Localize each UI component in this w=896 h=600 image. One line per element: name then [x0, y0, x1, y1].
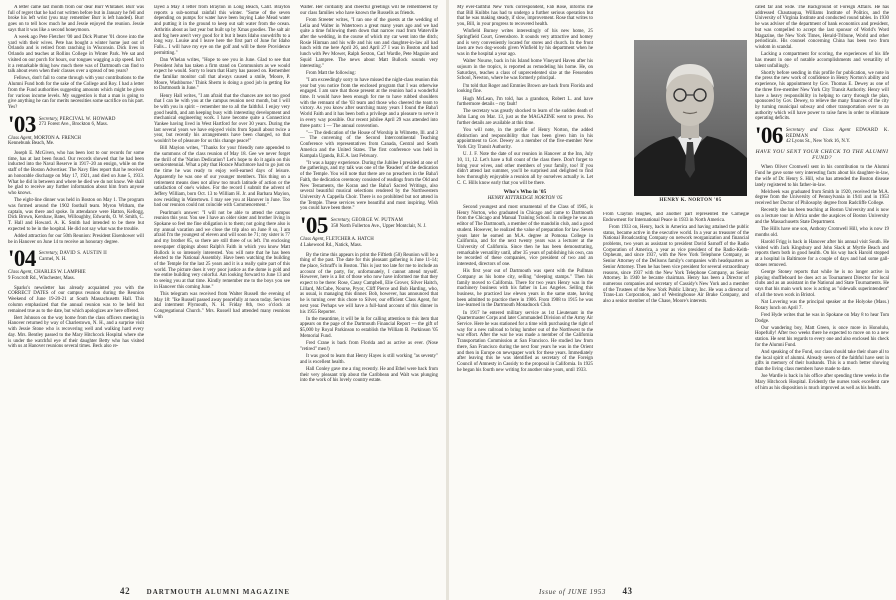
class-1906-header: [755, 123, 889, 149]
agent-label: Class Agent,: [300, 237, 325, 243]
paragraph: From Streeter writes, "I ran one of the guests at the wedding of Lelia and Walter in Watertown a great many years ago and we had quite a time following them down that narrow road from Waterville after the wedding, in the course of which my car went into the ditch; Rosie Hinman and his wife and his son and daughter-in-law all had lunch with me here April 26, and April 27 I was in Boston and had lunch with Pev Mower, Ralph Sexton, Carl Wardle, Pete Maguire and Squid Lampree. The news about Matt Bullock sounds very interesting.": [300, 17, 438, 69]
left-column-1: [8, 5, 144, 578]
paragraph: Sparks's newsletter has already acquainted you with the CORRECT DATES of our campus reunion during the Reunion Weekend of June 19-20-21 at South Massachusetts Hall. This column emphasized that the annual reunion was to be held but remained true as to the date, but which apologizes are here offered.: [8, 285, 144, 314]
paragraph: Dan Whelan writes, "Hope to see you in June. Glad to see that President John has taken a firm stand on Communism as we would expect he would. Sorry to learn that Harry has passed on. Remember the familiar monitor call that always caused a smile, 'Moore, P. Moore, Washburne.' Think Sherm is doing a good job in getting Ike to Dartmouth in June.": [154, 57, 290, 92]
paragraph: The secretary was greatly shocked to learn of the sudden death of John Lang on Mar. 13, just as the MAGAZINE went to press. No further details are available at this time.: [457, 109, 593, 126]
paragraph: George Stoney reports that while he is no longer active in playing shuffleboard he does act as Tournament Director for local clubs and as an assistant in the National and State Tournaments. He says that his main work now is acting as "sidewalk superintendent" of all the town work in Bristol.: [755, 269, 889, 298]
secretary-address: 42 Lyons St., New York 16, N.Y.: [785, 139, 851, 145]
paragraph: U. J. F. Note the date of our reunion in Hanover at the Inn, July 10, 11, 12. Let's have a full count of the class there. Don't forget to bring your wives, and other members of your family, too! If you didn't attend last summer, you'll be surprised and delighted to find how thoroughly enjoyable a reunion all by ourselves actually is. Let C. C. Hills know early that you will be there.: [457, 152, 593, 186]
agent-label: Class Agent,: [8, 135, 33, 141]
paragraph: My ever-faithful New York correspondent, Fab Rose, informs me that Bill Knibbs has had to undergo a further serious operation but that he was making steady, if slow, improvement. Rose that writes to you, Bill, in your progress to recovered health.: [457, 5, 593, 28]
paragraph: And speaking of the Fund, our class should take their share all to the local spirit of alumni. Already seven of the faithful have sent in gifts in memory of their husbands. This is a much better showing than the living class members have made to date.: [755, 350, 889, 373]
paragraph: Second youngest and most ornamental of the Class of 1905, is Henry Norton, who graduated in Chicago and came to Dartmouth from the Chicago and Manual Training School. In college he was an editor of The Dartmouth, a member of the mandolin club, and a good student. However, he realized the value of preparation for law. Seven years later he earned an M.A. degree at Pomona College in California, and for the next twenty years was a lecturer at the University of California. Since then he has been demonstrating, remarkable versatility until, after 35 years of publishing his own, can be recorded of these companies, vice president of two and an interested, directors of one.: [457, 205, 593, 268]
class-year: '06: [755, 123, 783, 149]
right-page: [449, 0, 896, 600]
paragraph: A letter came last month from our dear Burr Whitaker. Burr was full of regret that he had not written before but in January he fell and broke his left wrist (you may remember Burr is left handed). Burr goes on to tell how much he and Jessie enjoyed the reunion. Jessie says that it was like a second honeymoon.: [8, 5, 144, 33]
paragraph: By the time this appears in print the Fiftieth (50) Reunion will be a thing of the past. The date for this pleasant gathering is June 11-14; the place, Schraff's in Boston. This is just too late for me to include an account of the party, for, unfortunately, I cannot attend myself. However, here is a list of those who now have informed me that they expect to be there: Rose, Cassy Campbell, Elie Grover, Silver Haitch, Lillard, McCabe, Nourse, Pryor, Cliff Pierce and Bob Harding, who, as usual, is managing this dinner. Bob, however, has announced that he is turning over this chore to Silver, our efficient Class Agent, for next year. Perhaps we will have a full-hand account of this dinner in his 1955 Reporter.: [300, 252, 438, 315]
agent-address: 4 Lakewood Rd., Natick, Mass.: [300, 242, 362, 248]
agent-name: CHARLES W. LAMPHIE: [33, 270, 86, 276]
paragraph: Fred Crane is back from Florida and as active as ever. (Nose "retired" men!): [300, 341, 438, 352]
paragraph: Hugh McLean, I'm told, has a grandson, Robert L. and have furthermore details – my fault!: [457, 96, 593, 108]
paragraph: The eight-line dinner was held in Boston on May 1. The program was formed around the 1902 football team. Myron Witham, the captain, was there and spoke. In attendance were Hatton, Kellogg, Dick Brown, Kershaw, Bates, Willoughby, Edwards, O. W. Smith, C. T. Hall and Howard. A. K. Smith had intended to be there but expected to be in the hospital. He did not say what was the trouble.: [8, 198, 144, 232]
paragraph: Joe Wardle is back in his office after spending three weeks in the Mary Hitchcock Hospital. Evidently the nurses took excellent care of him as his disposition is much improved as well as his health.: [755, 374, 889, 391]
right-column-2-top: [603, 40, 631, 200]
paragraph: Lacking a compartment for scoring, the experiences of his life has meant in one of notable accomplishments and versatility of talent unfailingly.: [755, 52, 889, 69]
paragraph: I'm told that Roger and Emmies Brown are back from Florida and looking fine.: [457, 83, 593, 95]
left-footer: [120, 586, 290, 596]
paragraph: Harold Frigg is back in Hanover after his annual visit South. He visited with Jack Kingsbury and John Slack at Myrtle Beach and reports them both in good health. On his way back Harold stopped at a hospital in Baltimore for a couple of days and had some gall-stones removed.: [755, 239, 889, 268]
agent-name: FLETCHER A. HATCH: [325, 237, 374, 243]
paragraph: This telegram was received from Walter Russell the evening of May 18: "Ike Russell passed away peacefully at noon today. Services and interment Plymouth, N. H. Friday 8th, two o'clock at Congregational Church." Mrs. Russell had attended many reunions with: [154, 291, 290, 320]
paragraph: Pearlman's answer: "I will not be able to attend the campus reunion this year. You see I have an older sister and brother living in Spokane so feel me fine obligation is to them; not going there also is my annual vacation and we close the trip also on June 8 so, I am afraid I'm the youngest of eleven and will soon be 71; my sister is 77 and my brother 85, so there are still three of us left. I'm enclosing newspaper clippings about Ralph's Faith in which you know Matt Bullock is so intensely interested. You will note that he has been elected to the National Assembly. Have been watching the building of the Temple for the last 25 years and it is a really quite part of this world. The picture does it very poor justice as the dome is gold and the entire building very colorful. Am looking forward to June 13 and to seeing you at that time. Kindly remember me to the boys you see in Hanover this coming June.": [154, 210, 290, 290]
paragraph: cated far and wide. The Background of Foreign Affairs. He has addressed Chautauqua, Williams Institute of Politics, and the University of Virginia Institute and conducted round tables. In 1930 he was adviser of the department of bank economics and president, but was compelled to accept the last sponsor of World's Word Magazine, the New York Times, Herald-Tribune, World and other periodicals. His counsel concerning China has been two from wisdom in scandal.: [755, 5, 889, 50]
secretary-label: Secretary,: [330, 218, 351, 224]
secretary-label: Secretary,: [38, 251, 59, 257]
right-column-2: [603, 212, 749, 578]
paragraph: "— The dedication of the House of Worship in Wilmette, Ill. and 3 — The convening of the Second Intercontinental Teaching Conference with representatives from Canada, Central and South America and the United States. The first conference was held in Kampala Uganda, B.E.A. last February.: [300, 130, 438, 159]
class-year: '05: [300, 213, 328, 239]
paragraph: Fred Hyde writes that he was in Spokane on May 8 to hear Tom Dodge.: [755, 312, 889, 324]
agent-address: Kennebunk Beach, Me.: [8, 141, 55, 147]
left-page: [0, 0, 447, 600]
class-year: '03: [8, 111, 36, 137]
secretary-address: Carmel, N. H.: [38, 257, 67, 263]
paragraph: When Oliver Cromwell sent in his contribution to the Alumni Fund he gave some very interesting facts about his daughter-in-law, the wife of Dr. Henry S. Hill, who has attended the Boston disease lately registered to his father-in-law.: [755, 165, 889, 188]
photo-caption: HENRY K. NORTON '05: [659, 198, 722, 203]
alumni-fund-reminder: HAVE YOU SENT YOUR CHECK TO THE ALUMNI FUND?: [755, 149, 889, 161]
paragraph: You will note, in the profile of Henry Norton, the added distinction and responsibility that has been given him in his appointment to Gov. Dewey as a member of the five-member New York City Transit Authority.: [457, 128, 593, 151]
portrait-photo: [634, 40, 747, 196]
paragraph: layed a May 4 letter from Brayton in Long Beach, Calif. Brayton reports a sub-normal rainfall this winter. "Some of the seven depending on pumps for water have been buying Lake Mead water and putting it in the ground to keep out salt water from the ocean. Arthritis about as last year but built up by Xmas goodies. The salt air and fog here aren't very good for it but it beats Idaho snowdrifts to a long way. Louise and I leave here the first part of June for Idaho Falls... I will have my eye on the golf and will be there Providence permitting.": [154, 5, 290, 56]
issue-label: Issue of JUNE 1953: [539, 588, 606, 596]
whos-who-subtitle: HENRY KITTREDGE NORTON '05: [487, 195, 563, 202]
paragraph: The Hills have one son, Anthony Cromwell Hill, who is now 19 months old.: [755, 227, 889, 238]
paragraph: Our wandering boy, Matt Green, is once more in Honolulu, Hopefully! After two weeks there he expected to move on to a new station. He sent his regards to every one and also enclosed his check for the Alumni Fund.: [755, 325, 889, 348]
whos-who-title: Who's Who in '05: [503, 188, 547, 195]
agent-label: Class Agent,: [8, 270, 33, 276]
paragraph: Recently she has been teaching at Boston University and is now on a lecture tour in Africa under the auspices of Boston University and the Massachusetts State Department.: [755, 208, 889, 225]
right-column-1: [457, 5, 593, 578]
left-column-3: [300, 5, 438, 578]
secretary-label: Secretary and Class Agent: [785, 128, 851, 134]
portrait-figure: [634, 40, 747, 196]
paragraph: Shortly before sending in this profile for publication, we note in the press the new work of confidence in Henry Norton's ability and experience, his appointment by Gov. Thomas E. Dewey as one of the three five-member New York City Transit Authority. Henry will have a heavy responsibility in helping to carry through the plan, sponsored by Gov. Dewey, to relieve the many finances of the city by turning municipal subway and other transportation over to an authority which will have power to raise fares in order to eliminate operating deficits.: [755, 70, 889, 122]
paragraph: Bert Johnson on the way home from the class officers meeting in Hanover returned by way of Charlestown, N. H., and a surprise visit with Jessie Stone who is recovering well and walking hard every day. Mrs. Bentley passed to the Mary Hitchcock Hospital where she is under the watchful eye of their daughter Betty who has visited with us at Hanover reunions several times. Beck also re-: [8, 315, 144, 350]
paragraph: Bill Mayion writes, "Thanks for your friendly note appended to the summons of the class reunion of May 18. Gee we never forget the thrill of the 'Nation Dedication'! Let's hope to do it again on this semicentennial. What a pity that Horace Muchmore had to go just on the time he was ready to enjoy well-earned days of leisure. Apparently he was one of our younger members. This thing on a retirement means does not allow too much latitude of action or the satisfaction of one's wishes. For the record I submit the advent of Jeffery William, born Oct. 13 to William H. Jr. and Barbara Mayion, now residing in Watertown. I may see you at Hanover in June. Too bad our reunion could not coincide with Commencement.": [154, 146, 290, 209]
secretary-name: PERCIVAL W. HOWARD: [59, 116, 116, 122]
class-1903-header: [8, 111, 144, 147]
secretary-label: Secretary,: [38, 116, 59, 122]
paragraph: Hall Conley gave me a ring recently. He and Ethel were back from their very pleasant trip about the Caribbean and Walt was plunging into the work of his lovely country estate.: [300, 366, 438, 384]
class-year: '04: [8, 246, 36, 272]
paragraph: Fellows, don't fail to come through with your contributions to the Alumni Fund both for the sake of the College and Roy. I had a letter from the Fund authorities suggesting amounts which might be given for various income levels. My suggestion is that a man is going to give anything he can for merits necessities some sacrifice on his part. Yes?: [8, 76, 144, 110]
paragraph: A week ago Pete Fletcher '00 and Dick Plumer '01 drove into the yard with their wives. Pete has bought a winter home just out of Orlando and is retired from ranching in Wisconsin. Dick lives in Orlando and teaches at Rollins College in Winter Park. We sat and visited on our porch for hours, our tongues wagging a zip speed. Isn't it a remarkable thing how much there was of Dartmouth can find to talk about even when their classes over a spread of ten years?: [8, 35, 144, 75]
paragraph: Walter. Her cordiality and cheerful greetings will be remembered by our class families who have known the Russells as friends.: [300, 5, 438, 16]
right-column-3: [755, 5, 889, 578]
secretary-address: 273 Forest Ave., Brockton 6, Mass.: [38, 122, 108, 128]
paragraph: Nat Lovering was the principal speaker at the Holyoke (Mass.) Rotary lunch on April 7.: [755, 299, 889, 311]
paragraph: From Clayton Hughes, and another part represented the Carnegie Endowment for International Peace in 1933 in North America.: [603, 212, 749, 223]
agent-name: MORTON A. FRENCH: [33, 135, 81, 141]
paragraph: Walter Nourse, back in his Island home Vineyard Haven after his sojourn in the tropics, is reported as remodeling his home. He, on Saturdays, teaches a class of unprecedented size at the Fessenden School, Newton, where he was formerly principal.: [457, 59, 593, 82]
paragraph: Joseph E. McGiven, who has been lost to our records for some time, has at last been found. Our records showed that he had been inducted into the Naval Reserve in 1917–20 an ensign, while on the staff of the Boston Advertiser. The Navy files report that he received an honorable discharge on May 17, 1921, and died on June 5, 1933. What he did in between and where he died we do not know. We shall be glad to receive any further information about him from anyone who knows.: [8, 151, 144, 196]
class-1904-header: [8, 246, 144, 282]
paragraph: Henry Hall writes, "I am afraid that the chances are not too good that I can be with you at the campus reunion next month, but I will be with you in spirit – remember me to all the faithful. I enjoy very good health, and am keeping busy with interesting development and mechanical engineering work. I have become quite a Connecticut Yankee having lived in West Hartford for over 30 years. During the last several years we have enjoyed visits from Spaull about twice a year, but recently his arrangements have been changed, so that wouldn't be of pleasure for us this change peace!": [154, 93, 290, 145]
paragraph: "It was a happy experience. During the Jubilee I presided at one of the gatherings, and my talk was one of the 'Readers' of the dedication of the Temple. You will note that there are no preachers in the Baha'i Faith, the dedication ceremony consisted of readings from the Old and New Testaments, the Koran and the Baha'i Sacred Writings, also several beautiful musical selections rendered by the Northwestern University A Cappella Choir. There is no prohibited but not attend in the Temple. These services were beautiful and most inspiring. Wish you could have been there.": [300, 160, 438, 212]
agent-address: 9 Foxcroft Rd., Winchester, Mass.: [8, 276, 75, 282]
left-column-2: [154, 5, 290, 578]
page-number: 43: [622, 586, 633, 596]
paragraph: In 1917 he entered military service as 1st Lieutenant in the Quartermaster Corps and later Commanded Division of the Army Air Service. Here he was stationed for a time with purchasing the right of way for a new railroad to bring lumber out of the Northwest to the war effort. After the war he was made a member of the California Transportation Commission at San Francisco. He studied law from there, San Francisco during the next four years he was in the Orient and then in Europe on newspaper work for these years. Immediately after leaving this he was identified as secretary of the Foreign Council of Amnesty in Cassidy to the proposal in California. In 1925 he began his fourth new writing for another nine years, until 1933.: [457, 310, 593, 373]
paragraph: In the meantime, it will be in for calling attention to this item that appears on the page of the Dartmouth Financial Report — the gift of $5,000 by Royal Parkinson to establish the William B. Parkinson '05 Memorial Fund.: [300, 316, 438, 339]
paragraph: From Matt the following:: [306, 70, 356, 76]
secretary-name: EDWARD K. REDMAN: [785, 128, 889, 139]
paragraph: It was good to learn that Henry Hayes is still working "as seventy" and is excellent health.: [300, 353, 438, 365]
paragraph: Added attraction for our 50th Reunion: President Eisenhower will be in Hanover on June 14 to receive an honorary degree.: [8, 233, 144, 245]
paragraph: Melcheek was graduated from Smith in 1920, received the M.A. degree from the University of Pennsylvania in 1941 and in 1953 received her Doctor of Philosophy degree from Radcliffe College.: [755, 189, 889, 207]
paragraph: His first year out of Dartmouth was spent with the Pullman Company as his home city, selling "sleeping stamps." Then his family moved to California. There for two years Henry was in the machinery business with his father in Los Angeles. Selling this business, he practiced law eleven years in the same state, having been admitted to practice there in 1906. From 1908 to 1915 he was law-learned in the Dartmouth Monadnock Club.: [457, 269, 593, 309]
secretary-name: GEORGE W. PUTNAM: [351, 218, 404, 224]
secretary-address: 358 North Fullerton Ave., Upper Montclair, N. J.: [330, 223, 427, 229]
paragraph: "I am exceedingly sorry to have missed the night-class reunion this year but you notice from the enclosed program that I was otherwise engaged. I am sure that those present at the reunion had a wonderful time. It would have been enough for me to have rubbed shoulders with the remnant of the '03 team and those who cheered the team to victory. As you know after searching many years I found the Baha'i World Faith and it has been both a privilege and a pleasure to serve it in every way possible. Our recent jubilee April 29 was attended into three parts: 1 — The annual convention.: [300, 77, 438, 129]
paragraph: From 1933 on, Henry, back in America and having attained the public status, became active in the executive world. In a year as treasurer of the National Broadcasting Company on network reorganization and financial problems, two years as assistant to president David Sarnoff of the Radio Corporation of America, a year as vice president of the Radio-Keith-Orpheum, and since 1937, with the New York Telephone Company, as Senior Attorney of the Dellsons family's companies with headquarters as Senior Attorney. Then he has been vice president for several extraordinary reasons, since 1937 with the New York Telephone Company, as Senior Attorney. In 1940 he became chairman. Henry has been a Director of numerous companies and secretary of Cassidy's New York and a member of the Trustees of the New York Public Library, Inc. He was a director of Trans-Lux Corporation, and of Westinghouse Air Brake Company, and also a senior member of the Chase, Moore's interests.: [603, 224, 749, 305]
paragraph: Winfield Burney writes interestingly of his new home, 25 Springfield Court, Greensboro. It sounds very attractive and homey and is very conveniently located for stores and church. In the front lawn are two dog-woods given Winfield by his department when he was in the hospital a year ago.: [457, 29, 593, 58]
magazine-title: DARTMOUTH ALUMNI MAGAZINE: [146, 588, 291, 596]
secretary-name: DAVID S. AUSTIN II: [59, 251, 107, 257]
class-1905-header: [300, 213, 438, 248]
right-footer: [539, 586, 633, 596]
page-number: 42: [120, 586, 131, 596]
